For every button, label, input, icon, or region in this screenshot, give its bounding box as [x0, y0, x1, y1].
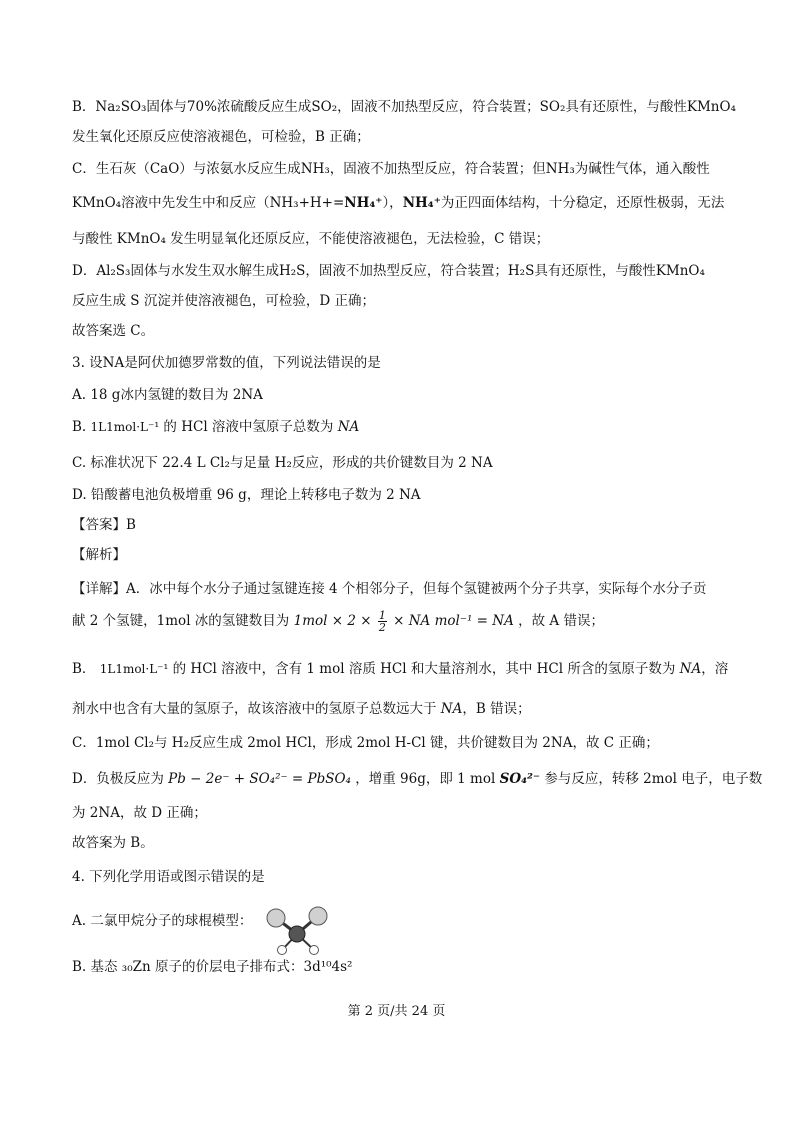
concentration-formula: 1L1mol·L⁻¹: [99, 662, 169, 676]
answer-label: 【答案】B: [72, 517, 136, 533]
question-4-option-b: B. 基态 ₃₀Zn 原子的价层电子排布式：3d¹⁰4s²: [72, 959, 353, 975]
question-3-title: 3. 设NA是阿伏加德罗常数的值，下列说法错误的是: [72, 355, 381, 371]
text-line: 反应生成 S 沉淀并使溶液褪色，可检验，D 正确；: [72, 293, 375, 309]
question-3-option-b: B. 1L1mol·L⁻¹ 的 HCl 溶液中氢原子总数为 NA: [72, 419, 360, 435]
ammonium-formula: NH₄⁺: [344, 195, 383, 211]
text-line: 故答案选 C。: [72, 323, 155, 339]
text-line: B． 1L1mol·L⁻¹ 的 HCl 溶液中，含有 1 mol 溶质 HCl 和大量溶剂水，其中 HCl 所含的氢原子数为 NA，溶: [72, 661, 729, 677]
text-line: 与酸性 KMnO₄ 发生明显氧化还原反应，不能使溶液褪色，无法检验，C 错误；: [72, 231, 550, 247]
fraction: $\frac{1}{2}$: [378, 609, 386, 634]
text-line: 献 2 个氢键，1mol 冰的氢键数目为 1mol × 2 × $\frac{1}{2}$ × NA mol⁻¹ = NA ，故 A 错误；: [72, 609, 604, 634]
page-footer: 第 2 页/共 24 页: [347, 1004, 446, 1019]
question-3-option-c: C. 标准状况下 22.4 L Cl₂与足量 H₂反应，形成的共价键数目为 2 NA: [72, 455, 493, 471]
hydrogen-bond-equation: 1mol × 2 × $\frac{1}{2}$ × NA mol⁻¹ = NA: [293, 609, 514, 634]
text-line: 为 2NA，故 D 正确；: [72, 805, 207, 821]
question-3-option-d: D. 铅酸蓄电池负极增重 96 g，理论上转移电子数为 2 NA: [72, 487, 421, 503]
question-3-option-a: A. 18 g冰内氢键的数目为 2NA: [72, 387, 263, 403]
concentration-formula: 1L1mol·L⁻¹: [90, 420, 160, 434]
avogadro-symbol: NA: [440, 701, 463, 717]
analysis-label: 【解析】: [72, 547, 126, 563]
lead-reaction-equation: Pb − 2e⁻ + SO₄²⁻ = PbSO₄: [168, 771, 351, 787]
text-line: 【详解】A．冰中每个水分子通过氢键连接 4 个相邻分子，但每个氢键被两个分子共享，实际每个水分子贡: [72, 581, 707, 597]
sulfate-formula: SO₄²⁻: [499, 771, 541, 787]
text-line: 故答案为 B。: [72, 835, 154, 851]
avogadro-symbol: NA: [337, 419, 360, 435]
text-line: 剂水中也含有大量的氢原子，故该溶液中的氢原子总数远大于 NA，B 错误；: [72, 701, 531, 717]
ammonium-formula: NH₄⁺: [402, 195, 441, 211]
ball-and-stick-model-image: [262, 906, 332, 956]
avogadro-symbol: NA: [679, 661, 702, 677]
text-line: B．Na₂SO₃固体与70%浓硫酸反应生成SO₂，固液不加热型反应，符合装置；SO₂具有还原性，与酸性KMnO₄: [72, 99, 736, 115]
text-line: D．负极反应为 Pb − 2e⁻ + SO₄²⁻ = PbSO₄ ，增重 96g，即 1 mol SO₄²⁻ 参与反应，转移 2mol 电子，电子数: [72, 771, 763, 787]
text-line: C．1mol Cl₂与 H₂反应生成 2mol HCl，形成 2mol H-Cl 键，共价键数目为 2NA，故 C 正确；: [72, 735, 659, 751]
text-line: KMnO₄溶液中先发生中和反应（NH₃+H+=NH₄⁺），NH₄⁺为正四面体结构，十分稳定，还原性极弱，无法: [72, 195, 725, 211]
text-line: 发生氧化还原反应使溶液褪色，可检验，B 正确；: [72, 129, 370, 145]
question-4-option-a: A. 二氯甲烷分子的球棍模型：: [72, 913, 253, 929]
text-line: C．生石灰（CaO）与浓氨水反应生成NH₃，固液不加热型反应，符合装置；但NH₃为碱性气体，通入酸性: [72, 161, 710, 177]
question-4-title: 4. 下列化学用语或图示错误的是: [72, 869, 265, 885]
text-line: D．Al₂S₃固体与水发生双水解生成H₂S，固液不加热型反应，符合装置；H₂S具有还原性，与酸性KMnO₄: [72, 263, 705, 279]
